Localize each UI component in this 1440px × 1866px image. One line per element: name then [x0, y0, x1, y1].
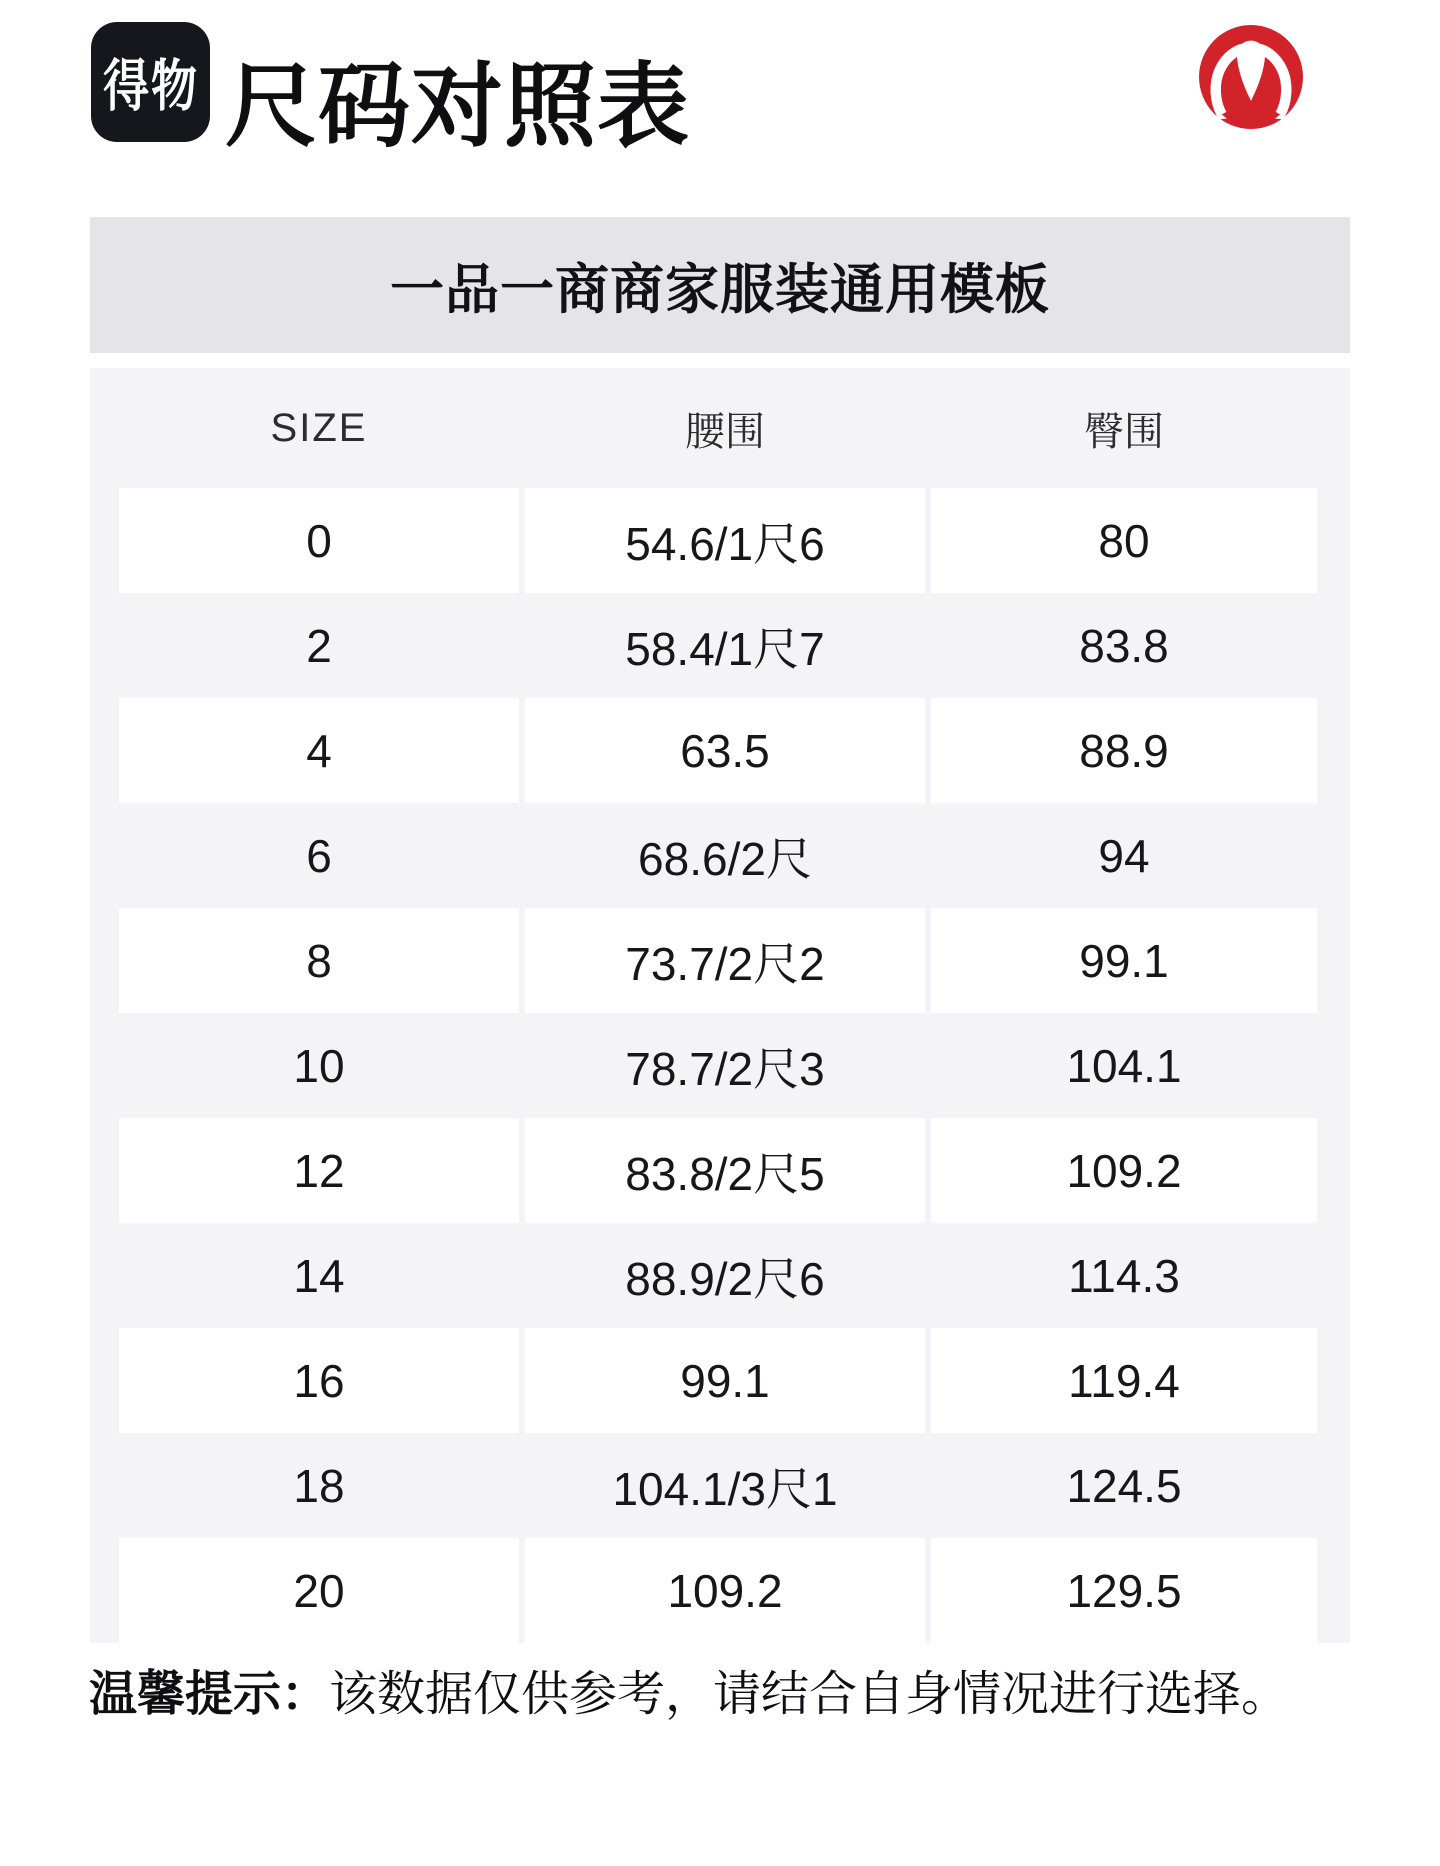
waist-value: 83.8/2尺5: [525, 1118, 925, 1223]
waist-value: 63.5: [525, 698, 925, 803]
size-value: 8: [119, 908, 519, 1013]
waist-value: 99.1: [525, 1328, 925, 1433]
hip-value: 114.3: [1068, 1249, 1180, 1302]
hip-value: 88.9: [931, 698, 1317, 803]
size-value: 20: [119, 1538, 519, 1643]
column-header-waist: 腰围: [685, 409, 765, 454]
table-row: [90, 593, 1350, 698]
size-value: 18: [293, 1459, 345, 1512]
page-title: 尺码对照表: [225, 56, 691, 158]
table-row: [90, 1538, 1350, 1643]
table-header-row: [90, 368, 1350, 488]
hip-value: 109.2: [931, 1118, 1317, 1223]
hip-value: 94: [1098, 829, 1150, 882]
waist-value: 78.7/2尺3: [625, 1042, 825, 1095]
column-header-hip: 臀围: [1084, 409, 1164, 454]
table-row: [90, 698, 1350, 803]
table-row: [90, 1118, 1350, 1223]
dewu-logo: [91, 22, 210, 142]
size-value: 16: [119, 1328, 519, 1433]
hip-value: 119.4: [931, 1328, 1317, 1433]
waist-value: 58.4/1尺7: [625, 622, 825, 675]
footer-notice-text: 该数据仅供参考，请结合自身情况进行选择。: [329, 1668, 1290, 1721]
table-row: [90, 803, 1350, 908]
size-value: 10: [293, 1039, 345, 1092]
hip-value: 124.5: [1066, 1459, 1182, 1512]
size-value: 6: [306, 829, 332, 882]
table-row: [90, 1328, 1350, 1433]
table-row: [90, 1433, 1350, 1538]
hip-value: 99.1: [931, 908, 1317, 1013]
table-row: [90, 908, 1350, 1013]
waist-value: 68.6/2尺: [638, 832, 812, 885]
table-row: [90, 1013, 1350, 1118]
size-value: 12: [119, 1118, 519, 1223]
table-row: [90, 1223, 1350, 1328]
waist-value: 54.6/1尺6: [525, 488, 925, 593]
size-value: 14: [293, 1249, 345, 1302]
size-value: 0: [119, 488, 519, 593]
lululemon-logo-icon: [1199, 25, 1303, 129]
column-header-size: SIZE: [270, 405, 368, 450]
size-table: [90, 368, 1350, 1643]
hip-value: 83.8: [1079, 619, 1169, 672]
hip-value: 129.5: [931, 1538, 1317, 1643]
size-value: 4: [119, 698, 519, 803]
footer-notice: [89, 1661, 1389, 1729]
dewu-logo-text: 得物: [102, 55, 199, 118]
waist-value: 73.7/2尺2: [525, 908, 925, 1013]
footer-notice-label: 温馨提示：: [89, 1668, 330, 1721]
template-banner: [90, 217, 1350, 353]
template-banner-title: 一品一商商家服装通用模板: [390, 259, 1050, 320]
hip-value: 80: [931, 488, 1317, 593]
hip-value: 104.1: [1066, 1039, 1182, 1092]
waist-value: 88.9/2尺6: [625, 1252, 825, 1305]
waist-value: 109.2: [525, 1538, 925, 1643]
table-row: [90, 488, 1350, 593]
size-value: 2: [306, 619, 332, 672]
waist-value: 104.1/3尺1: [612, 1462, 838, 1515]
